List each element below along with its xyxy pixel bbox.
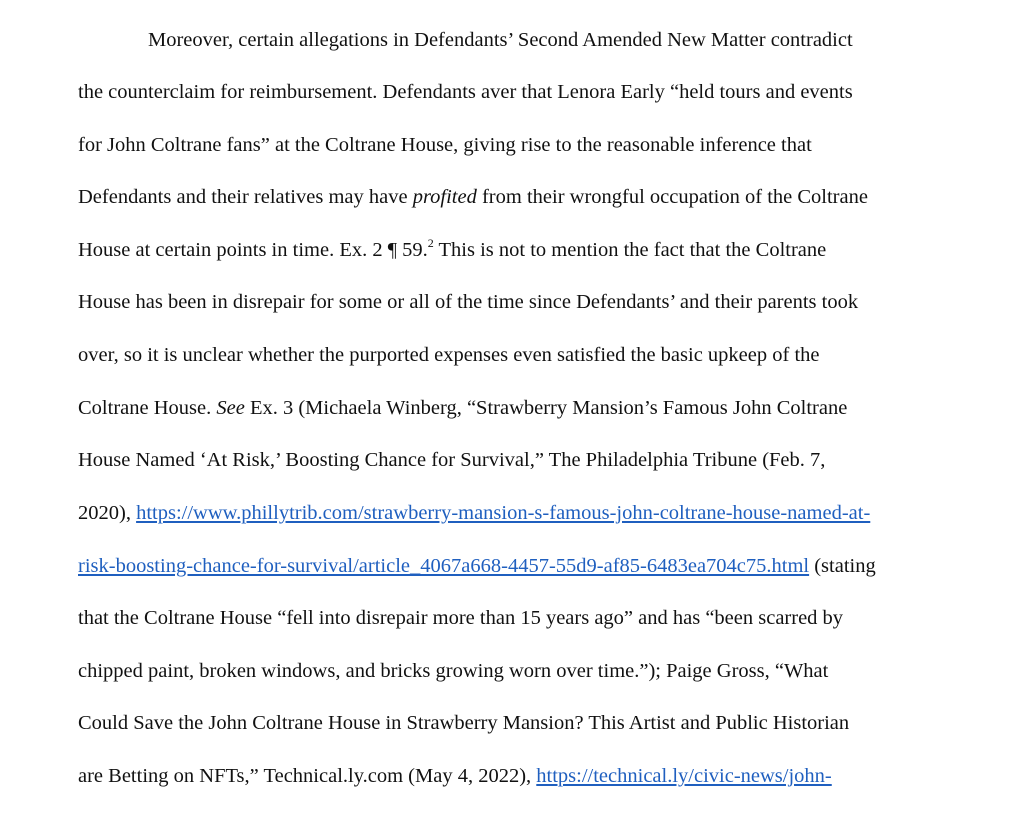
paragraph-line: Coltrane House. See Ex. 3 (Michaela Winberg, “Strawberry Mansion’s Famous John Coltrane [78, 397, 848, 419]
paragraph-line: are Betting on NFTs,” Technical.ly.com (May 4, 2022), https://technical.ly/civic-news/john- [78, 765, 832, 787]
paragraph-line: over, so it is unclear whether the purported expenses even satisfied the basic upkeep of the [78, 344, 820, 366]
paragraph-line: for John Coltrane fans” at the Coltrane House, giving rise to the reasonable inference that [78, 134, 812, 156]
emphasis-text: profited [412, 186, 477, 208]
paragraph-line: 2020), https://www.phillytrib.com/strawberry-mansion-s-famous-john-coltrane-house-named-at- [78, 502, 871, 524]
paragraph-line: Defendants and their relatives may have profited from their wrongful occupation of the Coltrane [78, 186, 868, 208]
paragraph-line: Could Save the John Coltrane House in Strawberry Mansion? This Artist and Public Historian [78, 712, 850, 734]
paragraph-line: risk-boosting-chance-for-survival/article_4067a668-4457-55d9-af85-6483ea704c75.html (stating [78, 555, 876, 577]
phillytrib-link-continued[interactable]: risk-boosting-chance-for-survival/article_4067a668-4457-55d9-af85-6483ea704c75.html [78, 555, 810, 577]
paragraph-line: that the Coltrane House “fell into disrepair more than 15 years ago” and has “been scarred by [78, 607, 844, 629]
paragraph-line: House Named ‘At Risk,’ Boosting Chance for Survival,” The Philadelphia Tribune (Feb. 7, [78, 449, 826, 471]
paragraph-line: House at certain points in time. Ex. 2 ¶ 59.$^2$ This is not to mention the fact that the Coltrane [78, 236, 827, 261]
footnote-reference[interactable]: 2 [427, 236, 434, 250]
citation-signal: See [216, 397, 245, 419]
phillytrib-link[interactable]: https://www.phillytrib.com/strawberry-mansion-s-famous-john-coltrane-house-named-at- [136, 502, 871, 524]
technically-link[interactable]: https://technical.ly/civic-news/john- [536, 765, 832, 787]
paragraph-line: the counterclaim for reimbursement. Defendants aver that Lenora Early “held tours and events [78, 81, 853, 103]
paragraph-line: Moreover, certain allegations in Defendants’ Second Amended New Matter contradict [148, 29, 853, 51]
paragraph-line: chipped paint, broken windows, and bricks growing worn over time.”); Paige Gross, “What [78, 660, 829, 682]
paragraph-line: House has been in disrepair for some or all of the time since Defendants’ and their parents took [78, 291, 859, 313]
